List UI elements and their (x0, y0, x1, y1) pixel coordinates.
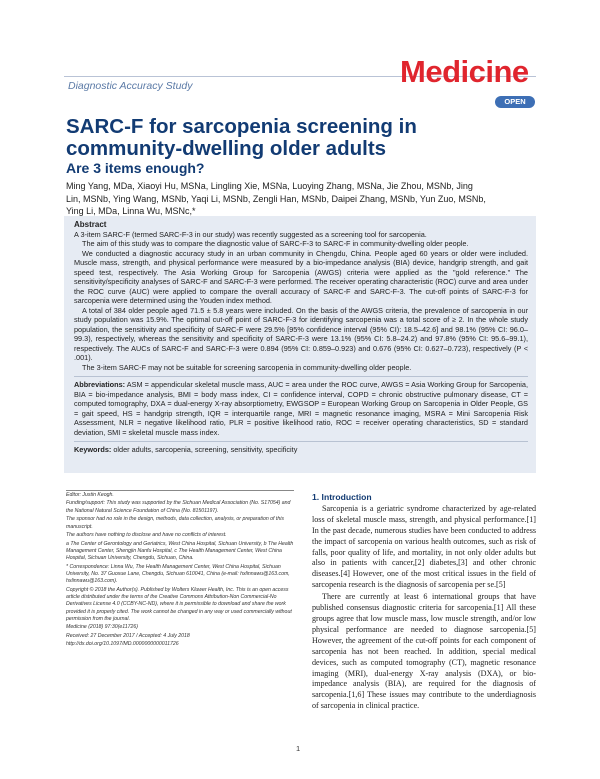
abstract-paragraph: A total of 384 older people aged 71.5 ± 5.8 years were included. On the basis of the AWGS criteria, the prevalence of sarcopenia in our study population was 15.9%. The optimal cut-off point of SARC-F-3 for identifying sarcopenia was a total score of ≥ 2. In the whole study population, the sensitivity and specificity of SARC-F were 29.5% [95% confidence interval (95% CI): 18.5–42.6] and 98.1% (95% CI: 96.0–99.3), respectively, whereas the sensitivity and specificity of SARC-F-3 were 13.1% (95% CI: 5.8–24.2) and 97.8% (95% CI: 95.6–99.1), respectively. The AUCs of SARC-F and SARC-F-3 were 0.894 (95% CI: 0.859–0.923) and 0.676 (95% CI: 0.627–0.723), respectively (P < .001). (74, 305, 528, 362)
abstract-paragraph: The 3-item SARC-F may not be suitable for screening sarcopenia in community-dwelling older people. (82, 362, 412, 372)
doi-note: http://dx.doi.org/10.1097/MD.0000000000011726 (66, 641, 179, 648)
section-tag: Diagnostic Accuracy Study (68, 80, 193, 92)
disclosure-note: The authors have nothing to disclose and have no conflicts of interest. (66, 532, 227, 539)
abbreviations-label: Abbreviations: (74, 380, 126, 389)
keywords-block (74, 441, 528, 455)
article-subtitle: Are 3 items enough? (66, 160, 205, 176)
keywords-text: older adults, sarcopenia, screening, sensitivity, specificity (113, 445, 298, 454)
abstract-box (64, 216, 536, 473)
introduction-heading: 1. Introduction (312, 492, 372, 502)
intro-paragraph: Sarcopenia is a geriatric syndrome characterized by age-related loss of skeletal muscle mass, strength, and physical performance.[1] In the past decade, numerous studies have been conducted to address the impact of sarcopenia on various health outcomes, such as risk of falls, poor quality of life, and mortality, in not only older adults but also in patients with cancer,[2] diabetes,[3] and other chronic diseases.[4] However, one of the most critical issues in the field of sarcopenia research is the diagnosis of sarcopenia per se.[5] (312, 503, 536, 590)
funding-note: Funding/support: This study was supported by the Sichuan Medical Association (No. S17054) and the National Natural Science Foundation of China (No. 81501197). (66, 500, 291, 514)
sponsor-note: The sponsor had no role in the design, methods, data collection, analysis, or preparation of this manuscript. (66, 516, 285, 530)
abstract-paragraph: We conducted a diagnostic accuracy study in an urban community in Chengdu, China. People aged 60 years or older were included. Muscle mass, strength, and physical performance were measured by a bio-impedance analysis (BIA) device, handgrip strength, and gait speed test, respectively. The Asia Working Group for Sarcopenia (AWGS) criteria were applied as the "gold reference." The sensitivity/specificity analyses of SARC-F and SARC-F-3 were performed. The receiver operating characteristic (ROC) curve and area under the ROC curve (AUC) were applied to compare the overall accuracy of SARC-F and SARC-F-3. The cut-off points of SARC-F-3 for sarcopenia were determined using the Youden index method. (74, 248, 528, 305)
front-matter (66, 492, 296, 650)
correspondence-note: * Correspondence: Linna Wu, The Health Management Center, West China Hospital, Sichuan University, No. 37 Guoxue Lane, Chengdu, Sichuan 610041, China (e-mail: hxlinnawu@163.com, hxlinnawu@163.com). (66, 563, 290, 585)
copyright-note: Copyright © 2018 the Author(s). Published by Wolters Kluwer Health, Inc. This is an open access article distributed under the terms of the Creative Commons Attribution-Non Commercial-No Derivatives License 4.0 (CCBY-NC-ND), where it is permissible to download and share the work provided it is properly cited. The work cannot be changed in any way or used commercially without permission from the journal. (66, 586, 292, 622)
keywords-label: Keywords: (74, 445, 112, 454)
front-matter-rule (66, 490, 294, 491)
page-number: 1 (296, 744, 301, 753)
journal-logo: Medicine (400, 54, 529, 89)
dates-note: Received: 27 December 2017 / Accepted: 4 July 2018 (66, 632, 190, 639)
abbreviations-block (74, 376, 528, 437)
abstract-content (74, 220, 528, 455)
article-title: SARC-F for sarcopenia screening in community-dwelling older adults (66, 115, 417, 160)
author-list: Ming Yang, MDa, Xiaoyi Hu, MSNa, Lingling Xie, MSNa, Luoying Zhang, MSNa, Jie Zhou, MSNb, Jing Lin, MSNb, Ying Wang, MSNb, Yaqi Li, MSNb, Zengli Han, MSNb, Daipei Zhang, MSNb, Yun Zuo, MSNb, Ying Li, MDa, Linna Wu, MSNc,* (66, 181, 486, 216)
abstract-paragraph: A 3-item SARC-F (termed SARC-F-3 in our study) was recently suggested as a screening tool for sarcopenia. (74, 229, 427, 239)
affiliations-note: a The Center of Gerontology and Geriatrics, West China Hospital, Sichuan University, b The Health Management Center, Shengjin Nanfu Hospital, c The Health Management Center, West China Hospital, Sichuan University, Chengdu, Sichuan, China. (66, 540, 294, 562)
introduction-section (312, 492, 536, 713)
intro-paragraph: There are currently at least 6 international groups that have published consensus diagnostic criteria for sarcopenia.[1] All these groups agree that low muscle mass, low muscle strength, and/or low physical performance are needed to diagnose sarcopenia.[5] However, the agreement of the cut-off points for each component of sarcopenia has not been reached. In addition, special medical devices, such as computed tomography (CT), magnetic resonance imaging (MRI), dual-energy X-ray analysis (DXA), or bio-impedance analysis (BIA), are required for the diagnosis of sarcopenia.[1,6] These issues may contribute to the underdiagnosis of sarcopenia in clinical practice. (312, 592, 536, 711)
editor-note: Editor: Justin Keogh. (66, 492, 114, 498)
citation-note: Medicine (2018) 97:30(e11726) (66, 624, 138, 631)
abbreviations-text: ASM = appendicular skeletal muscle mass, AUC = area under the ROC curve, AWGS = Asia Working Group for Sarcopenia, BIA = bio-impedance analysis, BMI = body mass index, CI = confidence interval, COPD = chronic obstructive pulmonary disease, CT = computed tomography, DXA = dual-energy X-ray absorptiometry, EWGSOP = European Working Group on Sarcopenia in Older People, GS = gait speed, HS = handgrip strength, IQR = interquartile range, MRI = magnetic resonance imaging, MSRA = Mini Sarcopenia Risk Assessment, NLR = negative likelihood ratio, PLR = positive likelihood ratio, ROC = receiver operating characteristics, SD = standard deviation, SMI = skeletal muscle mass index. (74, 380, 529, 437)
abstract-heading: Abstract (74, 220, 107, 229)
abstract-paragraph: The aim of this study was to compare the diagnostic value of SARC-F-3 to SARC-F in community-dwelling older people. (82, 239, 469, 248)
open-access-badge: OPEN (495, 96, 535, 108)
